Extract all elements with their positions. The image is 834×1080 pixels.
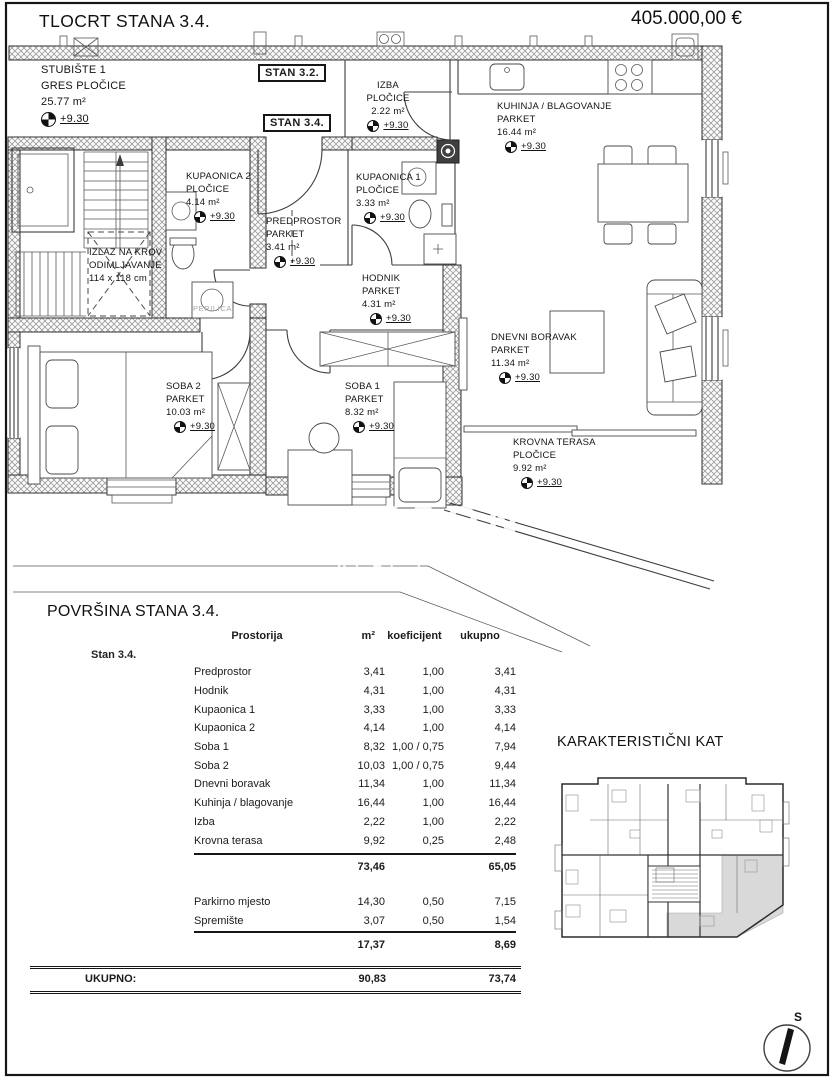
price-label: 405.000,00 €: [631, 8, 742, 29]
room-label-izba: IZBA PLOČICE 2.22 m² +9.30: [366, 80, 410, 131]
table-row: Soba 2 10,03 1,00 / 0,75 9,44: [194, 759, 516, 772]
room-label-hodnik: HODNIK PARKET 4.31 m² +9.30: [362, 273, 412, 324]
watermark-brand: MAISON: [305, 497, 527, 544]
grand-total-value: 73,74: [488, 973, 516, 985]
compass-icon: [764, 1025, 810, 1071]
room-label-kupaonica-2: KUPAONICA 2 PLOČICE 4.14 m² +9.30: [186, 171, 251, 222]
level-marker-icon: [499, 372, 511, 384]
col-header-koeficijent: koeficijent: [387, 630, 442, 642]
table-body: [194, 663, 516, 850]
room-label-kupaonica-1: KUPAONICA 1 PLOČICE 3.33 m² +9.30: [356, 172, 421, 223]
room-label-soba-1: SOBA 1 PARKET 8.32 m² +9.30: [345, 381, 395, 432]
level-marker-icon: [274, 256, 286, 268]
watermark-tagline: REAL ESTATE: [337, 556, 516, 573]
room-label-predprostor: PREDPROSTOR PARKET 3.41 m² +9.30: [266, 216, 342, 267]
table-row: Kuhinja / blagovanje 16,44 1,00 16,44: [194, 797, 516, 810]
table-title: POVRŠINA STANA 3.4.: [47, 603, 220, 620]
unit-box-stan-3-2: STAN 3.2.: [258, 64, 326, 82]
table-row: Kupaonica 2 4,14 1,00 4,14: [194, 722, 516, 735]
table-row: Dnevni boravak 11,34 1,00 11,34: [194, 778, 516, 791]
key-plan-drawing: [555, 778, 789, 937]
table-row: Hodnik 4,31 1,00 4,31: [194, 685, 516, 698]
level-marker-icon: [353, 421, 365, 433]
room-label-stubiste: STUBIŠTE 1 GRES PLOČICE 25.77 m² +9.30: [41, 64, 126, 125]
room-label-izlaz-na-krov: IZLAZ NA KROV ODIMLJAVANJE 114 x 118 cm: [89, 247, 163, 284]
subtotal-row-apartment: 73,46 65,05: [194, 853, 516, 877]
table-row: Soba 1 8,32 1,00 / 0,75 7,94: [194, 741, 516, 754]
table-row: Predprostor 3,41 1,00 3,41: [194, 666, 516, 679]
table-row: Spremište 3,07 0,50 1,54: [194, 915, 516, 928]
compass-north-label: S: [794, 1010, 803, 1024]
key-plan-title: KARAKTERISTIČNI KAT: [557, 734, 724, 750]
level-marker-icon: [41, 112, 56, 127]
level-marker-icon: [194, 211, 206, 223]
table-extra-body: [194, 893, 516, 930]
table-row: Izba 2,22 1,00 2,22: [194, 815, 516, 828]
col-header-m2: m²: [361, 630, 375, 642]
room-label-dnevni-boravak: DNEVNI BORAVAK PARKET 11.34 m² +9.30: [491, 332, 577, 383]
col-header-room: Prostorija: [231, 630, 283, 642]
room-label-soba-2: SOBA 2 PARKET 10.03 m² +9.30: [166, 381, 216, 432]
room-label-krovna-terasa: KROVNA TERASA PLOČICE 9.92 m² +9.30: [513, 437, 596, 488]
page-title: TLOCRT STANA 3.4.: [39, 11, 211, 31]
grand-total-row: [30, 966, 521, 994]
table-row: Krovna terasa 9,92 0,25 2,48: [194, 834, 516, 847]
room-label-kuhinja: KUHINJA / BLAGOVANJE PARKET 16.44 m² +9.30: [497, 101, 612, 152]
level-marker-icon: [370, 313, 382, 325]
table-header-row: [194, 630, 516, 642]
washing-machine-label: PERILICA: [193, 304, 232, 313]
level-marker-icon: [505, 141, 517, 153]
level-marker-icon: [174, 421, 186, 433]
unit-box-stan-3-4: STAN 3.4.: [263, 114, 331, 132]
grand-total-label: UKUPNO:: [85, 973, 137, 985]
level-marker-icon: [521, 477, 533, 489]
group-label: Stan 3.4.: [91, 649, 137, 661]
table-row: Kupaonica 1 3,33 1,00 3,33: [194, 703, 516, 716]
level-marker-icon: [367, 120, 379, 132]
grand-total-m2: 90,83: [358, 973, 386, 985]
staircase: [12, 148, 150, 316]
col-header-ukupno: ukupno: [460, 630, 500, 642]
level-marker-icon: [364, 212, 376, 224]
table-row: Parkirno mjesto 14,30 0,50 7,15: [194, 896, 516, 909]
subtotal-row-extras: 17,37 8,69: [194, 931, 516, 955]
